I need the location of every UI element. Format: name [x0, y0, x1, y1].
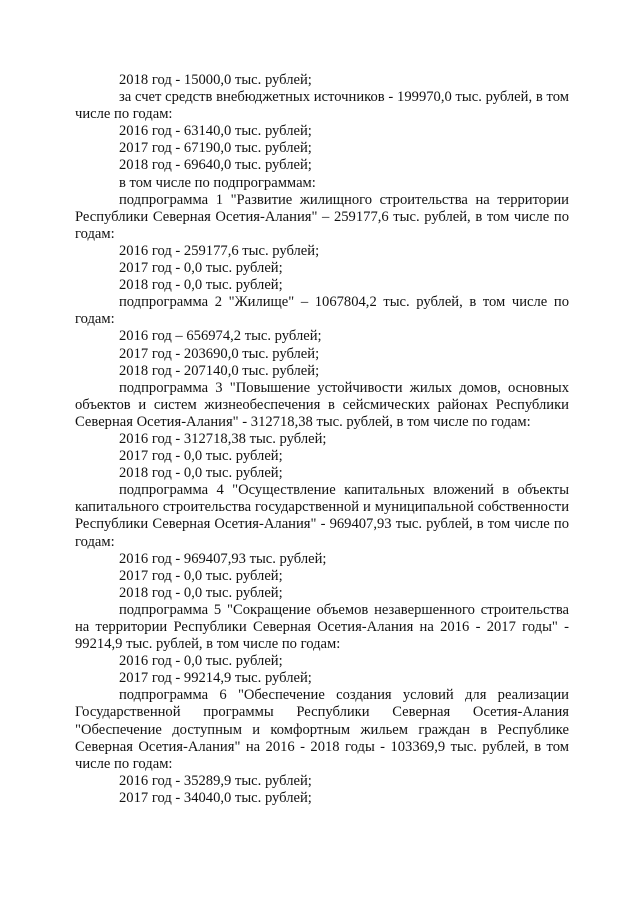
paragraph-sp6-year-2017: 2017 год - 34040,0 тыс. рублей;: [119, 789, 312, 806]
paragraph-sp2-year-2016: 2016 год – 656974,2 тыс. рублей;: [119, 328, 322, 345]
paragraph-sp3-year-2017: 2017 год - 0,0 тыс. рублей;: [119, 448, 283, 465]
paragraph-subprogram-1: подпрограмма 1 "Развитие жилищного строительства на территории Республики Северная Осетия-Алания" – 259177,6 тыс. рублей, в том числе по годам:: [75, 191, 569, 242]
paragraph-sp3-year-2018: 2018 год - 0,0 тыс. рублей;: [119, 465, 283, 482]
paragraph-subprogram-6: подпрограмма 6 "Обеспечение создания условий для реализации Государственной программы Республики Северная Осетия-Алания "Обеспечение доступным и комфортным жильем граждан в Республике Северная Осетия-Алания" на 2016 - 2018 годы - 103369,9 тыс. рублей, в том числе по годам:: [75, 687, 569, 772]
paragraph-subprogram-3: подпрограмма 3 "Повышение устойчивости жилых домов, основных объектов и систем жизнеобеспечения в сейсмических районах Республики Северная Осетия-Алания" - 312718,38 тыс. рублей, в том числе по годам:: [75, 379, 569, 430]
paragraph-extrabudgetary-sources: за счет средств внебюджетных источников - 199970,0 тыс. рублей, в том числе по годам:: [75, 89, 569, 123]
paragraph-subprograms-intro: в том числе по подпрограммам:: [119, 174, 316, 191]
paragraph-year-2018-total: 2018 год - 15000,0 тыс. рублей;: [119, 72, 312, 88]
paragraph-sp6-year-2016: 2016 год - 35289,9 тыс. рублей;: [119, 772, 312, 789]
paragraph-year-2018: 2018 год - 69640,0 тыс. рублей;: [119, 157, 312, 174]
paragraph-sp3-year-2016: 2016 год - 312718,38 тыс. рублей;: [119, 430, 327, 447]
paragraph-sp1-year-2016: 2016 год - 259177,6 тыс. рублей;: [119, 242, 320, 259]
paragraph-sp1-year-2018: 2018 год - 0,0 тыс. рублей;: [119, 277, 283, 294]
paragraph-sp5-year-2017: 2017 год - 99214,9 тыс. рублей;: [119, 670, 312, 687]
paragraph-subprogram-4: подпрограмма 4 "Осуществление капитальных вложений в объекты капитального строительства государственной и муниципальной собственности Республики Северная Осетия-Алания" - 969407,93 тыс. рублей, в том числе по годам:: [75, 482, 569, 550]
paragraph-sp5-year-2016: 2016 год - 0,0 тыс. рублей;: [119, 653, 283, 670]
paragraph-sp2-year-2017: 2017 год - 203690,0 тыс. рублей;: [119, 345, 320, 362]
paragraph-sp4-year-2017: 2017 год - 0,0 тыс. рублей;: [119, 567, 283, 584]
document-body: [75, 72, 569, 807]
paragraph-sp4-year-2018: 2018 год - 0,0 тыс. рублей;: [119, 584, 283, 601]
paragraph-sp1-year-2017: 2017 год - 0,0 тыс. рублей;: [119, 260, 283, 277]
paragraph-sp4-year-2016: 2016 год - 969407,93 тыс. рублей;: [119, 550, 327, 567]
paragraph-year-2017: 2017 год - 67190,0 тыс. рублей;: [119, 140, 312, 157]
paragraph-sp2-year-2018: 2018 год - 207140,0 тыс. рублей;: [119, 362, 320, 379]
paragraph-year-2016: 2016 год - 63140,0 тыс. рублей;: [119, 123, 312, 140]
paragraph-subprogram-5: подпрограмма 5 "Сокращение объемов незавершенного строительства на территории Республики Северная Осетия-Алания на 2016 - 2017 годы" - 99214,9 тыс. рублей, в том числе по годам:: [75, 601, 569, 653]
paragraph-subprogram-2: подпрограмма 2 "Жилище" – 1067804,2 тыс. рублей, в том числе по годам:: [75, 294, 569, 328]
